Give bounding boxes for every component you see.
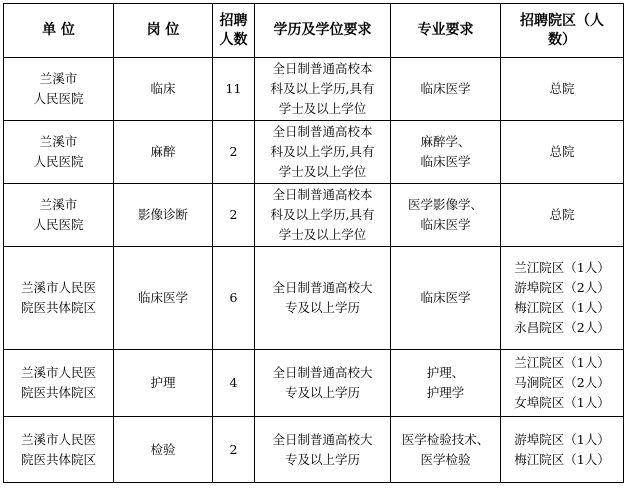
cell-count: 2 bbox=[213, 184, 255, 247]
cell-major: 医学影像学、 临床医学 bbox=[391, 184, 501, 247]
cell-campus bbox=[501, 184, 624, 247]
cell-count: 6 bbox=[213, 247, 255, 350]
cell-unit: 兰溪市 人民医院 bbox=[4, 184, 114, 247]
campus-entry: 总院 bbox=[549, 207, 575, 222]
cell-education: 全日制普通高校大 专及以上学历 bbox=[255, 247, 391, 350]
campus-entry: 兰江院区（1人） bbox=[514, 355, 610, 370]
recruitment-table-wrapper bbox=[3, 3, 624, 483]
cell-major: 临床医学 bbox=[391, 247, 501, 350]
campus-entry: 总院 bbox=[549, 81, 575, 96]
cell-major: 护理、 护理学 bbox=[391, 350, 501, 417]
cell-count: 2 bbox=[213, 417, 255, 483]
table-row bbox=[4, 121, 624, 184]
cell-campus bbox=[501, 58, 624, 121]
campus-entry: 梅江院区（1人） bbox=[514, 300, 610, 315]
cell-count: 2 bbox=[213, 121, 255, 184]
cell-position: 临床 bbox=[114, 58, 213, 121]
cell-position: 麻醉 bbox=[114, 121, 213, 184]
header-education: 学历及学位要求 bbox=[255, 4, 391, 58]
table-row bbox=[4, 247, 624, 350]
cell-education: 全日制普通高校本 科及以上学历,具有 学士及以上学位 bbox=[255, 184, 391, 247]
campus-entry: 梅江院区（1人） bbox=[514, 451, 610, 467]
cell-unit: 兰溪市人民医 院医共体院区 bbox=[4, 247, 114, 350]
cell-unit: 兰溪市 人民医院 bbox=[4, 58, 114, 121]
campus-entry: 永昌院区（2人） bbox=[514, 320, 610, 335]
cell-unit: 兰溪市 人民医院 bbox=[4, 121, 114, 184]
cell-education: 全日制普通高校大 专及以上学历 bbox=[255, 417, 391, 483]
cell-position: 护理 bbox=[114, 350, 213, 417]
header-row bbox=[4, 4, 624, 58]
header-position: 岗 位 bbox=[114, 4, 213, 58]
campus-entry: 游埠院区（2人） bbox=[514, 280, 610, 295]
cell-position: 影像诊断 bbox=[114, 184, 213, 247]
cell-campus bbox=[501, 247, 624, 350]
campus-entry: 总院 bbox=[549, 144, 575, 159]
table-row bbox=[4, 350, 624, 417]
campus-entry: 女埠院区（1人） bbox=[514, 395, 610, 410]
header-count: 招聘 人数 bbox=[213, 4, 255, 58]
table-row bbox=[4, 184, 624, 247]
table-row bbox=[4, 417, 624, 483]
cell-campus bbox=[501, 417, 624, 483]
cell-unit: 兰溪市人民医 院医共体院区 bbox=[4, 417, 114, 483]
campus-entry: 游埠院区（1人） bbox=[514, 431, 610, 447]
cell-education: 全日制普通高校本 科及以上学历,具有 学士及以上学位 bbox=[255, 58, 391, 121]
cell-campus bbox=[501, 350, 624, 417]
cell-major: 临床医学 bbox=[391, 58, 501, 121]
cell-count: 4 bbox=[213, 350, 255, 417]
header-campus: 招聘院区（人 数） bbox=[501, 4, 624, 58]
table-row bbox=[4, 58, 624, 121]
header-unit: 单 位 bbox=[4, 4, 114, 58]
cell-campus bbox=[501, 121, 624, 184]
header-major: 专业要求 bbox=[391, 4, 501, 58]
cell-position: 临床医学 bbox=[114, 247, 213, 350]
cell-education: 全日制普通高校本 科及以上学历,具有 学士及以上学位 bbox=[255, 121, 391, 184]
cell-count: 11 bbox=[213, 58, 255, 121]
cell-major: 医学检验技术、 医学检验 bbox=[391, 417, 501, 483]
recruitment-table bbox=[3, 3, 624, 483]
cell-position: 检验 bbox=[114, 417, 213, 483]
cell-education: 全日制普通高校大 专及以上学历 bbox=[255, 350, 391, 417]
campus-entry: 兰江院区（1人） bbox=[514, 260, 610, 275]
cell-major: 麻醉学、 临床医学 bbox=[391, 121, 501, 184]
cell-unit: 兰溪市人民医 院医共体院区 bbox=[4, 350, 114, 417]
campus-entry: 马涧院区（2人） bbox=[514, 375, 610, 390]
